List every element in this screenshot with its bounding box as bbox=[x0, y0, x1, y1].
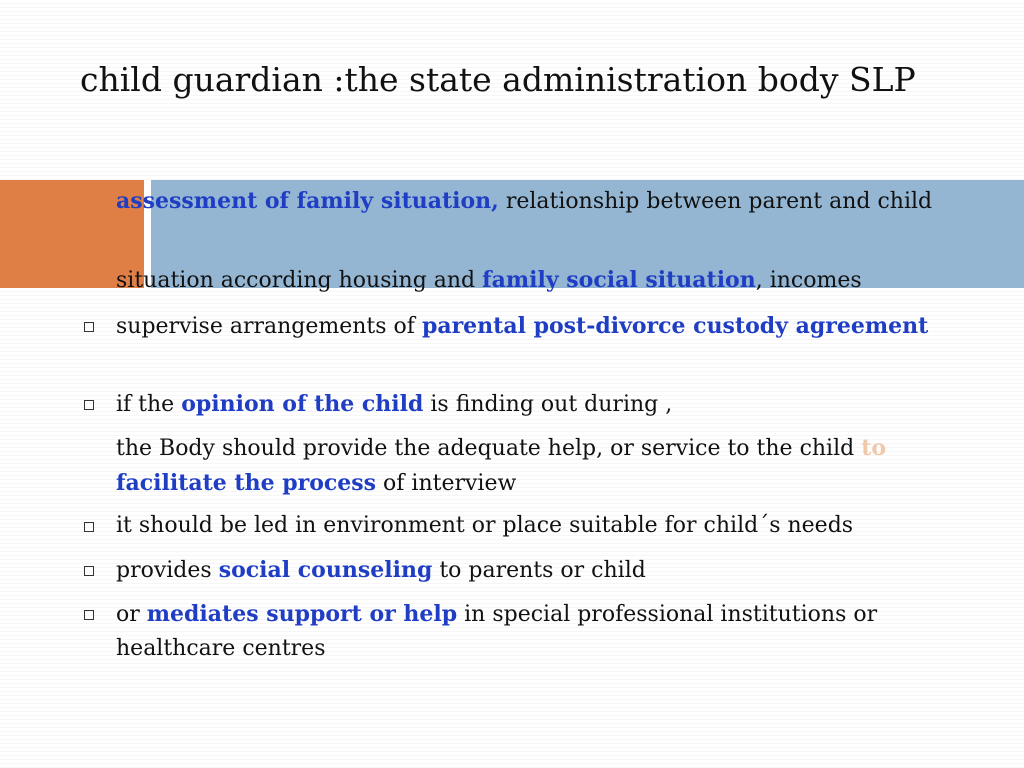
list-item-text: if the bbox=[116, 392, 182, 417]
highlighted-text: family social situation bbox=[482, 267, 756, 293]
list-item bbox=[116, 309, 996, 344]
list-item-text: situation according housing and bbox=[116, 268, 483, 293]
highlighted-text: social counseling bbox=[218, 557, 433, 583]
square-bullet-icon bbox=[84, 322, 94, 332]
list-item-text: the Body should provide the adequate help, or service to the child bbox=[116, 436, 862, 461]
list-item-text: relationship between parent and child bbox=[498, 189, 933, 214]
list-item bbox=[116, 184, 996, 219]
list-item-text: of interview bbox=[376, 471, 517, 496]
list-item bbox=[116, 431, 996, 501]
list-item bbox=[116, 553, 996, 588]
highlighted-text: opinion of the child bbox=[181, 391, 424, 417]
square-bullet-icon bbox=[84, 566, 94, 576]
list-item bbox=[116, 597, 996, 666]
list-item-text: in special professional institutions or healthcare centres bbox=[116, 602, 878, 661]
highlighted-text: assessment of family situation, bbox=[116, 188, 499, 214]
list-item-text: supervise arrangements of bbox=[116, 314, 422, 339]
highlighted-text: mediates support or help bbox=[146, 601, 458, 627]
list-item bbox=[116, 509, 996, 543]
list-item bbox=[116, 263, 996, 298]
list-item-text: or bbox=[116, 602, 147, 627]
square-bullet-icon bbox=[84, 610, 94, 620]
square-bullet-icon bbox=[84, 522, 94, 532]
list-item-text: is finding out during , bbox=[423, 392, 673, 417]
list-item-text: , incomes bbox=[755, 268, 862, 293]
list-item bbox=[116, 387, 996, 422]
highlighted-text: facilitate the process bbox=[116, 470, 377, 496]
highlighted-text: to bbox=[861, 435, 887, 461]
list-item-text: to parents or child bbox=[432, 558, 646, 583]
list-item-text: provides bbox=[116, 558, 219, 583]
square-bullet-icon bbox=[84, 400, 94, 410]
list-item-text: it should be led in environment or place suitable for child´s needs bbox=[116, 513, 854, 538]
highlighted-text: parental post-divorce custody agreement bbox=[421, 313, 929, 339]
slide-title: child guardian :the state administration body SLP bbox=[80, 60, 916, 99]
